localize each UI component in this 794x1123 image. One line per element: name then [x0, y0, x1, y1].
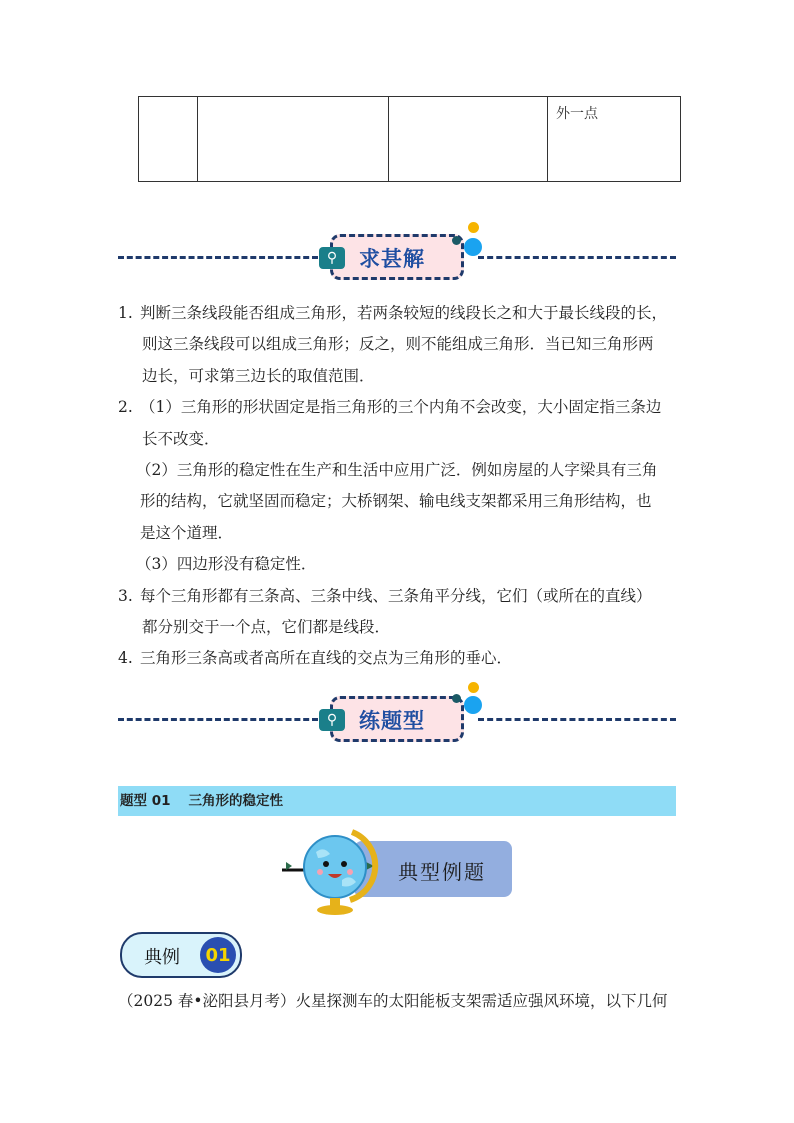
globe-mascot-icon [280, 822, 390, 917]
list-item: 1. 判断三条线段能否组成三角形，若两条较短的线段长之和大于最长线段的长， [118, 304, 668, 322]
list-item-continuation: （2）三角形的稳定性在生产和生活中应用广泛．例如房屋的人字梁具有三角 [136, 461, 658, 480]
table-cell: 外一点 [548, 97, 681, 182]
section-banner-practice [118, 690, 676, 750]
table-cell [139, 97, 198, 182]
list-item-continuation: 是这个道理． [140, 523, 234, 542]
decor-dot-small [452, 694, 461, 703]
list-item-continuation: 边长，可求第三边长的取值范围． [142, 366, 375, 385]
list-item-continuation: （3）四边形没有稳定性． [136, 555, 317, 574]
dashed-divider [478, 256, 676, 259]
top-table [138, 96, 681, 182]
example-label: 典例 [144, 947, 180, 968]
magnifier-icon: ⚲ [319, 709, 345, 731]
section-banner-understand [118, 228, 676, 288]
dashed-divider [478, 718, 676, 721]
table-cell [198, 97, 389, 182]
section-title: 练题型 [359, 709, 425, 733]
dashed-divider [118, 718, 318, 721]
key-points-list [118, 298, 678, 675]
list-item-continuation: 形的结构，它就坚固而稳定；大桥钢架、输电线支架都采用三角形结构，也 [140, 492, 652, 511]
topic-bar [118, 786, 676, 816]
list-item: 2. （1）三角形的形状固定是指三角形的三个内角不会改变，大小固定指三条边 [118, 398, 662, 417]
example-number: 01 [200, 937, 236, 973]
section-title: 求甚解 [359, 247, 425, 271]
decor-dot-small [452, 236, 461, 245]
banner-title-box [326, 696, 464, 742]
topic-label: 题型 01 [120, 793, 171, 809]
list-item-continuation: 则这三条线段可以组成三角形；反之，则不能组成三角形．当已知三角形两 [142, 335, 654, 354]
decor-dot-yellow [468, 222, 479, 233]
typical-example-label: 典型例题 [398, 860, 486, 884]
banner-title-box [326, 234, 464, 280]
decor-dot-blue [464, 696, 482, 714]
list-item: 4. 三角形三条高或者高所在直线的交点为三角形的垂心． [118, 649, 513, 668]
list-item-continuation: 都分别交于一个点，它们都是线段． [142, 618, 391, 637]
list-item: 3. 每个三角形都有三条高、三条中线、三条角平分线，它们（或所在的直线） [118, 586, 652, 605]
decor-dot-yellow [468, 682, 479, 693]
question-text: （2025 春•泌阳县月考）火星探测车的太阳能板支架需适应强风环境，以下几何 [118, 992, 668, 1010]
decor-dot-blue [464, 238, 482, 256]
dashed-divider [118, 256, 318, 259]
example-badge [120, 932, 242, 978]
topic-name: 三角形的稳定性 [188, 793, 283, 809]
table-cell [389, 97, 548, 182]
magnifier-icon: ⚲ [319, 247, 345, 269]
list-item-continuation: 长不改变． [142, 429, 220, 448]
